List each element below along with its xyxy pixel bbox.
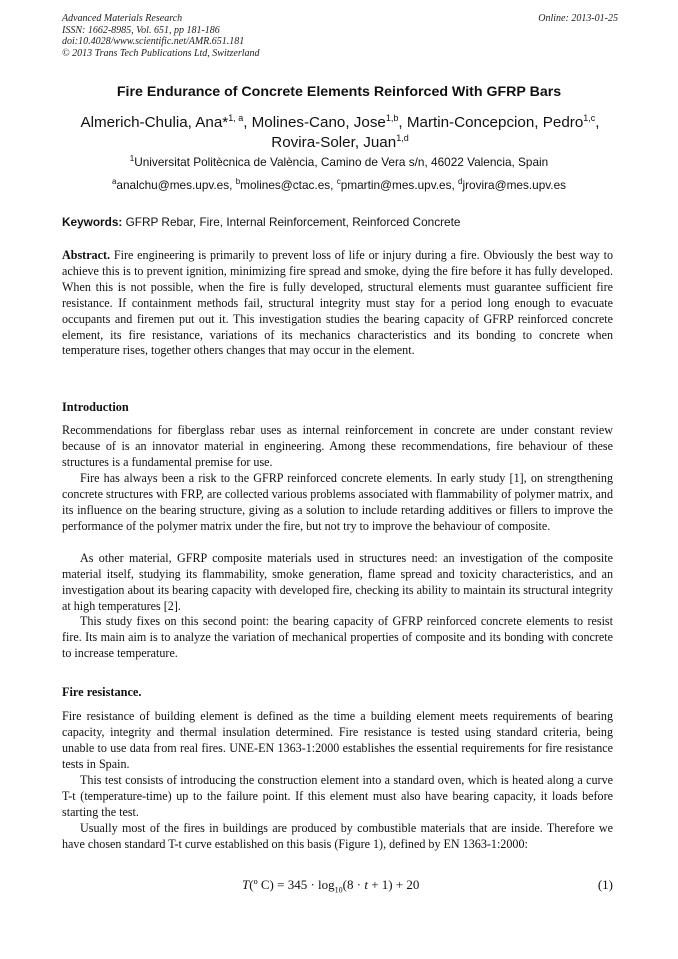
author-name: Rovira-Soler, Juan — [271, 133, 397, 151]
equation-1 — [0, 877, 678, 897]
fire-paragraph-2: This test consists of introducing the construction element into a standard oven, which is heated along a curve T-t (temperature-time) up to the failure point. If this element must also have bearing capacity, it loads before starting the test. — [62, 773, 613, 819]
email-address[interactable]: pmartin@mes.upv.es, — [340, 178, 455, 192]
online-date: Online: 2013-01-25 — [538, 13, 618, 24]
affiliation-text: Universitat Politècnica de València, Camino de Vera s/n, 46022 Valencia, Spain — [134, 155, 549, 169]
intro-paragraph-4: This study fixes on this second point: the bearing capacity of GFRP reinforced concrete elements to resist fire. Its main aim is to analyze the variation of mechanical properties of composite and its bonding with concrete to increase temperature. — [62, 614, 613, 660]
eq-unit: (º C) — [249, 877, 274, 892]
author-sup: 1,c — [583, 112, 596, 123]
email-address[interactable]: jrovira@mes.upv.es — [462, 178, 567, 192]
author-sup: 1,d — [396, 132, 409, 143]
eq-var-t: t — [364, 877, 368, 892]
intro-paragraph-2: Fire has always been a risk to the GFRP reinforced concrete elements. In early study [1], on strengthening concrete structures with FRP, are collected various problems associated with flammability of polymer matrix, and its influence on the bearing structure, giving as a solution to include retarding additives or fillers to improve the performance of the polymer matrix under the fire, but not try to improve the behaviour of composite. — [62, 471, 613, 533]
fire-paragraph-1: Fire resistance of building element is defined as the time a building element meets requirements of bearing capacity, integrity and thermal insulation determined. Fire resistance is tested using standard criteria, being unable to use data from real fires. UNE-EN 1363-1:2000 establishes the essential requirements for fire resistance tests in Spain. — [62, 709, 613, 771]
section-heading-fire-resistance: Fire resistance. — [62, 685, 142, 699]
equation-expression — [242, 877, 419, 895]
author-sup: 1, a — [228, 112, 244, 123]
paper-title: Fire Endurance of Concrete Elements Reinforced With GFRP Bars — [116, 84, 562, 100]
abstract-text: Fire engineering is primarily to prevent loss of life or injury during a fire. Obviously the best way to achieve this is to prevent ignition, minimizing fire spread and smoke, dying the fire before it has fully developed. When this is not possible, when the fire is fully developed, structural elements must guarantee sufficient fire resistance. If containment methods fail, structural integrity must stay for a period long enough to evacuate occupants and firemen put out it. This investigation studies the bearing capacity of GFRP reinforced concrete element, its fire resistance, variations of its mechanics characteristics and its bonding to concrete when temperature rises, together others changes that may occur in the element. — [62, 248, 613, 358]
journal-doi: doi:10.4028/www.scientific.net/AMR.651.181 — [62, 36, 245, 47]
eq-var-T: T — [242, 877, 250, 892]
affiliation — [0, 155, 678, 169]
email-sup: c — [336, 177, 341, 187]
section-heading-introduction: Introduction — [62, 400, 129, 414]
author-name: Molines-Cano, Jose — [251, 114, 386, 131]
eq-arg: (8 · — [342, 877, 365, 892]
keywords — [62, 215, 622, 229]
journal-header — [62, 13, 618, 59]
eq-tail: + 1) + 20 — [367, 877, 420, 892]
author-list: Almerich-Chulia, Ana*$^{1, a}$, Molines-Cano, Jose$^{1,b}$, Martin-Concepcion, Pedro$^{1,c}$, Rovira-Soler, Juan$^{1,d}$ — [80, 112, 600, 151]
email-sup: b — [235, 177, 241, 187]
intro-paragraph-1: Recommendations for fiberglass rebar uses as internal reinforcement in concrete are under constant review because of is an innovator material in engineering. Among these recommendations, fire behaviour of these structures is a fundamental premise for use. — [62, 423, 613, 469]
keywords-label: Keywords: — [62, 215, 123, 229]
equation-number: (1) — [597, 877, 613, 892]
email-address[interactable]: molines@ctac.es, — [240, 178, 334, 192]
author-sup: 1,b — [385, 112, 399, 123]
email-sup: d — [458, 177, 463, 187]
affiliation-sup: 1 — [129, 154, 135, 164]
journal-name: Advanced Materials Research — [62, 13, 183, 24]
eq-rhs: = 345 · log — [273, 877, 335, 892]
journal-issn: ISSN: 1662-8985, Vol. 651, pp 181-186 — [62, 24, 220, 36]
email-list — [0, 178, 678, 192]
author-name: Almerich-Chulia, Ana* — [80, 114, 229, 131]
intro-paragraph-3: As other material, GFRP composite materials used in structures need: an investigation of the composite material itself, studying its flammability, smoke generation, flame spread and toxicity characteristics, and an investigation about its bearing capacity with developed fire, checking its ability to maintain its structural integrity at high temperatures [2]. — [62, 551, 613, 613]
abstract — [62, 248, 613, 359]
email-address[interactable]: analchu@mes.upv.es, — [116, 178, 233, 192]
keywords-text: GFRP Rebar, Fire, Internal Reinforcement, Reinforced Concrete — [125, 215, 461, 229]
abstract-label: Abstract. — [62, 248, 111, 262]
eq-log-base: 10 — [334, 885, 343, 895]
journal-copyright: © 2013 Trans Tech Publications Ltd, Switzerland — [62, 47, 260, 59]
email-sup: a — [111, 177, 117, 187]
author-name: Martin-Concepcion, Pedro — [406, 114, 584, 131]
fire-paragraph-3: Usually most of the fires in buildings are produced by combustible materials that are inside. Therefore we have chosen standard T-t curve established on this basis (Figure 1), defined by EN 1363-1:2000: — [62, 821, 613, 851]
